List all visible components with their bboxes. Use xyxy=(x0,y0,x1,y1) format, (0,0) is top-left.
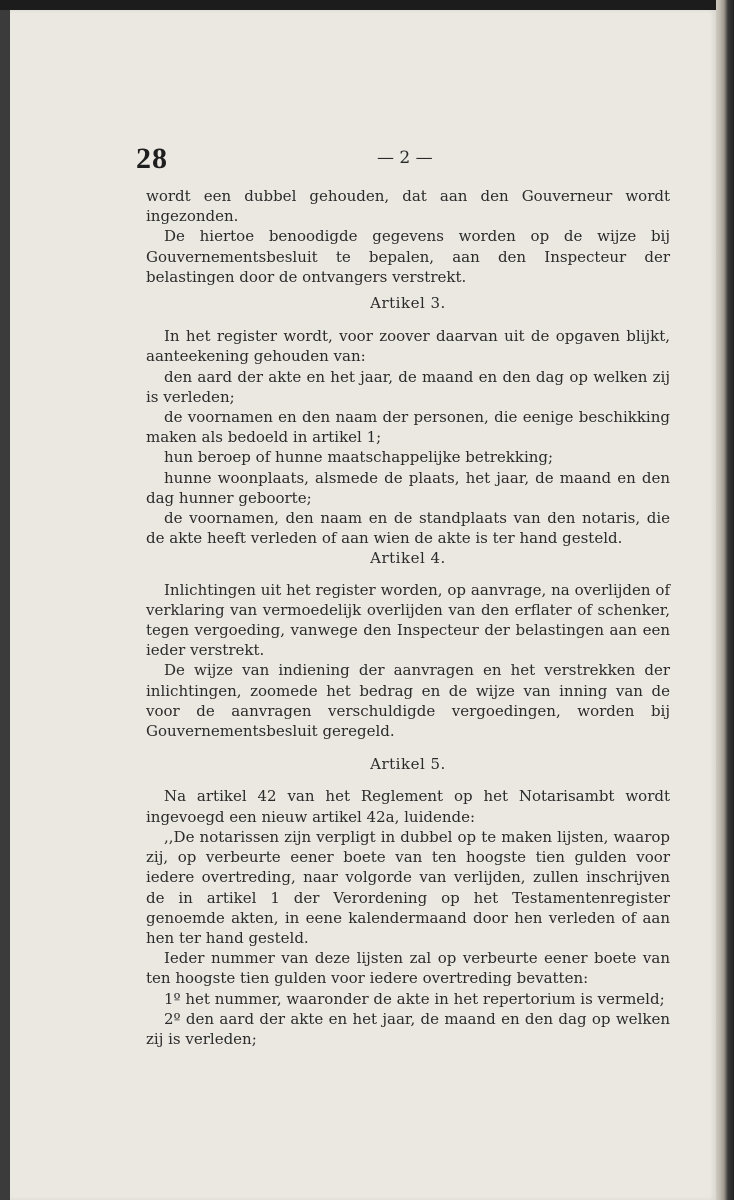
paragraph: Na artikel 42 van het Reglement op het Notarisambt wordt ingevoegd een nieuw artikel 42a, luidende: xyxy=(146,787,670,826)
page-mark: — 2 — xyxy=(377,148,433,168)
paragraph: de voornamen en den naam der personen, die eenige beschikking maken als bedoeld in artikel 1; xyxy=(146,408,670,447)
paragraph: wordt een dubbel gehouden, dat aan den Gouverneur wordt ingezonden. xyxy=(146,187,670,226)
paragraph: In het register wordt, voor zoover daarvan uit de opgaven blijkt, aanteekening gehouden van: xyxy=(146,327,670,366)
paragraph: 1º het nummer, waaronder de akte in het repertorium is vermeld; xyxy=(164,989,665,1008)
paragraph: de voornamen, den naam en de standplaats van den notaris, die de akte heeft verleden of aan wien de akte is ter hand gesteld. xyxy=(146,509,670,548)
article-4-heading: Artikel 4. xyxy=(370,549,446,568)
paragraph: den aard der akte en het jaar, de maand en den dag op welken zij is verleden; xyxy=(146,367,670,406)
paragraph: hun beroep of hunne maatschappelijke betrekking; xyxy=(164,448,554,467)
paragraph: Inlichtingen uit het register worden, op aanvrage, na overlijden of verklaring van vermoedelijk overlijden van den erflater of schenker, tegen vergoeding, vanwege den Inspecteur der belastingen aan een ieder verstrekt. xyxy=(146,580,670,660)
paragraph: Ieder nummer van deze lijsten zal op verbeurte eener boete van ten hoogste tien gulden voor iedere overtreding bevatten: xyxy=(146,949,670,988)
paragraph: hunne woonplaats, alsmede de plaats, het jaar, de maand en den dag hunner geboorte; xyxy=(146,468,670,507)
scan-border-top xyxy=(0,0,734,10)
paragraph: De wijze van indiening der aanvragen en het verstrekken der inlichtingen, zoomede het bedrag en de wijze van inning van de voor de aanvragen verschuldigde vergoedingen, worden bij Gouvernementsbesluit geregeld. xyxy=(146,661,670,741)
article-3-heading: Artikel 3. xyxy=(370,294,446,313)
article-5-heading: Artikel 5. xyxy=(370,755,446,774)
paragraph: 2º den aard der akte en het jaar, de maand en den dag op welken zij is verleden; xyxy=(146,1009,670,1048)
paragraph: De hiertoe benoodigde gegevens worden op de wijze bij Gouvernementsbesluit te bepalen, aan den Inspecteur der belastingen door de ontvangers verstrekt. xyxy=(146,227,670,286)
folio-number: 28 xyxy=(136,142,168,175)
body-text xyxy=(146,186,670,1049)
book-spine-edge xyxy=(716,0,734,1200)
paragraph: ,,De notarissen zijn verpligt in dubbel op te maken lijsten, waarop zij, op verbeurte eener boete van ten hoogste tien gulden voor iedere overtreding, naar volgorde van verlijden, zullen inschrijven de in artikel 1 der Verordening op het Testamentenregister genoemde akten, in eene kalendermaand door hen verleden of aan hen ter hand gesteld. xyxy=(146,827,670,947)
